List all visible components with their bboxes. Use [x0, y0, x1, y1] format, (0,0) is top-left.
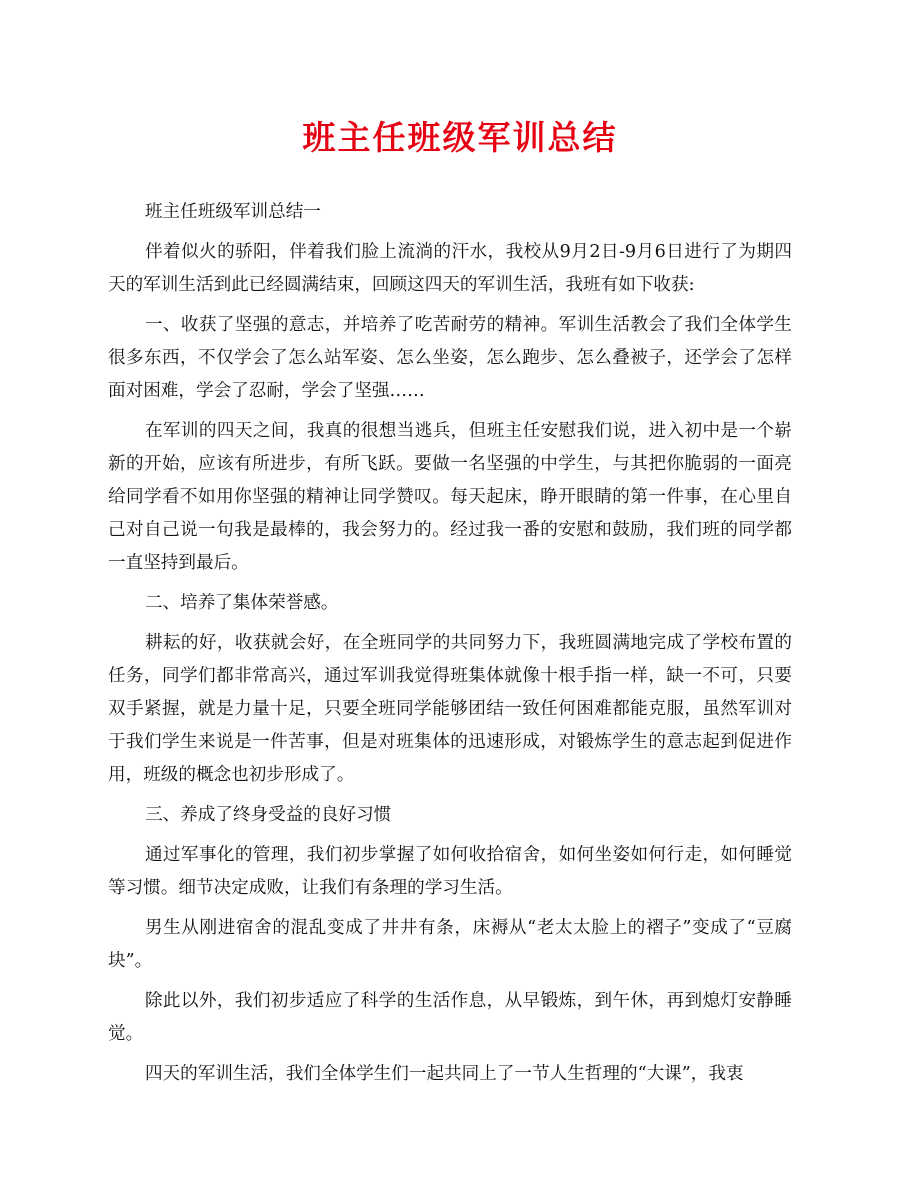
paragraph-encouragement: 在军训的四天之间，我真的很想当逃兵，但班主任安慰我们说，进入初中是一个崭新的开始，应该有所进步，有所飞跃。要做一名坚强的中学生，与其把你脆弱的一面亮给同学看不如用你坚强的精神让同学赞叹。每天起床，睁开眼睛的第一件事，在心里自己对自己说一句我是最棒的，我会努力的。经过我一番的安慰和鼓励，我们班的同学都一直坚持到最后。: [108, 421, 792, 573]
paragraph-point-two: 二、培养了集体荣誉感。: [144, 593, 339, 613]
paragraph-habits: 通过军事化的管理，我们初步掌握了如何收拾宿舍，如何坐姿如何行走，如何睡觉等习惯。细节决定成败，让我们有条理的学习生活。: [108, 845, 792, 898]
document-body: [108, 196, 792, 1091]
paragraph-section-heading: 班主任班级军训总结一: [144, 202, 321, 222]
paragraph-conclusion: 四天的军训生活，我们全体学生们一起共同上了一节人生哲理的“大课”，我衷: [144, 1064, 744, 1084]
document-title: 班主任班级军训总结: [302, 118, 618, 157]
paragraph-teamwork: 耕耘的好，收获就会好，在全班同学的共同努力下，我班圆满地完成了学校布置的任务，同学们都非常高兴，通过军训我觉得班集体就像十根手指一样，缺一不可，只要双手紧握，就是力量十足，只要全班同学能够团结一致任何困难都能克服，虽然军训对于我们学生来说是一件苦事，但是对班集体的迅速形成，对锻炼学生的意志起到促进作用，班级的概念也初步形成了。: [108, 633, 792, 785]
paragraph-point-one: 一、收获了坚强的意志，并培养了吃苦耐劳的精神。军训生活教会了我们全体学生很多东西，不仅学会了怎么站军姿、怎么坐姿，怎么跑步、怎么叠被子，还学会了怎样面对困难，学会了忍耐，学会了坚强……: [108, 315, 792, 401]
paragraph-dormitory: 男生从刚进宿舍的混乱变成了井井有条，床褥从“老太太脸上的褶子”变成了“豆腐块”。: [108, 918, 792, 971]
paragraph-point-three: 三、养成了终身受益的良好习惯: [144, 805, 392, 825]
paragraph-intro: 伴着似火的骄阳，伴着我们脸上流淌的汗水，我校从9月2日-9月6日进行了为期四天的军训生活到此已经圆满结束，回顾这四天的军训生活，我班有如下收获:: [108, 242, 792, 295]
paragraph-schedule: 除此以外，我们初步适应了科学的生活作息，从早锻炼，到午休，再到熄灯安静睡觉。: [108, 991, 792, 1044]
